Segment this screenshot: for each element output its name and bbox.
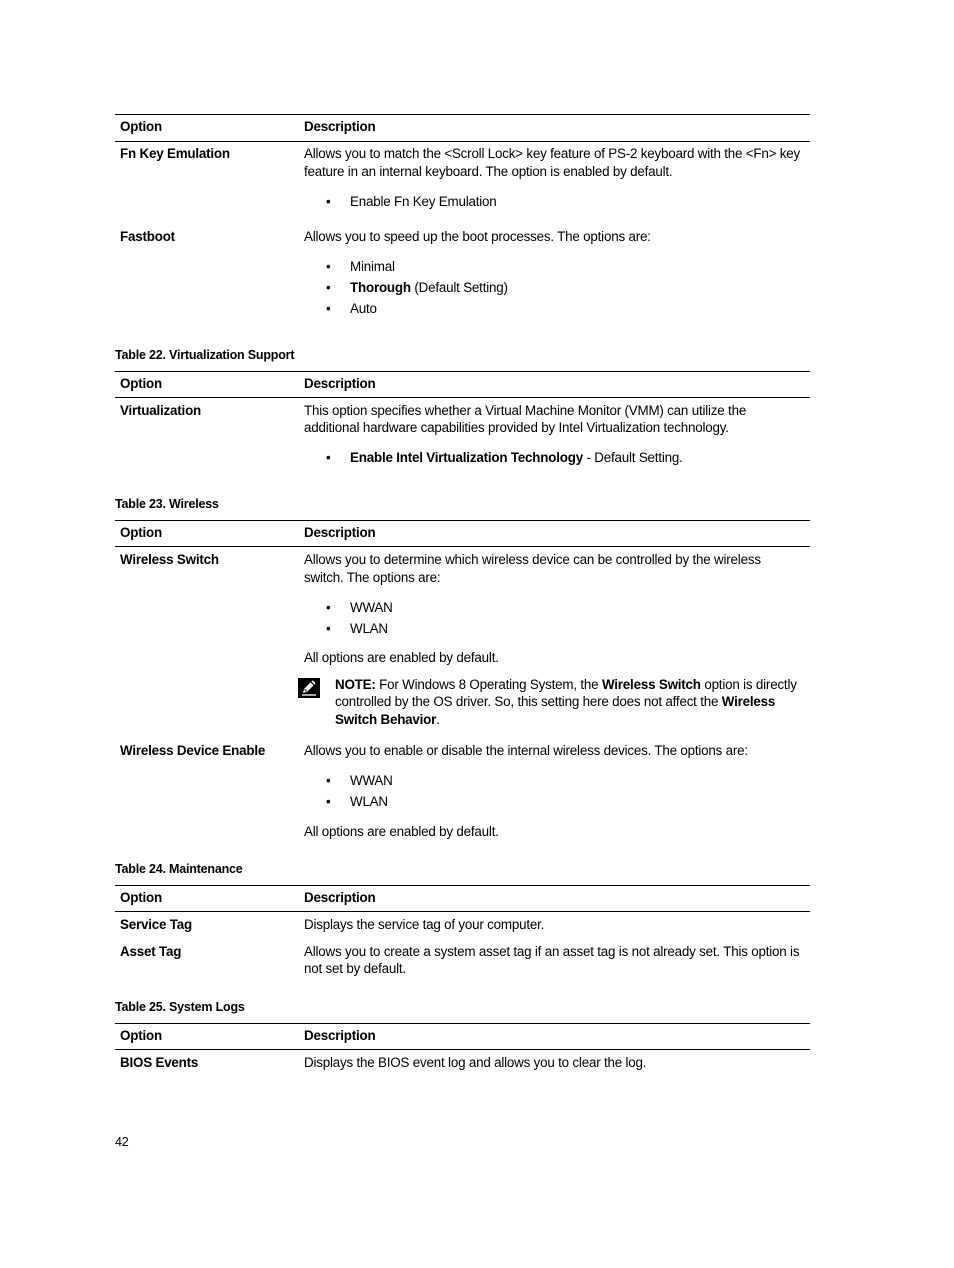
bullet-icon: •	[326, 280, 331, 295]
column-header-option: Option	[120, 525, 162, 540]
table-top-rule	[115, 885, 810, 886]
note-text: option is directly	[700, 677, 797, 692]
description-line: Allows you to enable or disable the internal wireless devices. The options are:	[304, 743, 748, 758]
note-bold-term: Wireless Switch	[601, 677, 701, 692]
note-text-line	[335, 676, 797, 694]
bullet-icon: •	[326, 194, 331, 209]
bullet-icon: •	[326, 301, 331, 316]
table-caption: Table 24. Maintenance	[115, 862, 243, 876]
description-line: not set by default.	[304, 961, 406, 976]
table-header-rule	[115, 141, 810, 142]
note-text: .	[436, 712, 440, 727]
bullet-item: WLAN	[350, 621, 388, 636]
option-fastboot: Fastboot	[120, 229, 175, 244]
table-header-rule	[115, 911, 810, 912]
column-header-option: Option	[120, 890, 162, 905]
option-wireless-switch: Wireless Switch	[120, 552, 219, 567]
bullet-icon: •	[326, 259, 331, 274]
description-line: Displays the service tag of your computer.	[304, 917, 545, 932]
description-line: Allows you to determine which wireless device can be controlled by the wireless	[304, 552, 761, 567]
table-top-rule	[115, 114, 810, 115]
bullet-item: WWAN	[350, 600, 393, 615]
column-header-option: Option	[120, 376, 162, 391]
description-line: Displays the BIOS event log and allows you to clear the log.	[304, 1055, 647, 1070]
description-line: Allows you to create a system asset tag if an asset tag is not already set. This option is	[304, 944, 800, 959]
table-header-rule	[115, 546, 810, 547]
bullet-item: Enable Fn Key Emulation	[350, 194, 497, 209]
option-wireless-device-enable: Wireless Device Enable	[120, 743, 266, 758]
note-text: controlled by the OS driver. So, this setting here does not affect the	[335, 694, 722, 709]
note-text-line	[335, 711, 440, 729]
option-service-tag: Service Tag	[120, 917, 192, 932]
bullet-item: Auto	[350, 301, 377, 316]
table-caption: Table 23. Wireless	[115, 497, 219, 511]
pencil-note-icon	[298, 678, 320, 698]
bullet-item	[350, 449, 683, 467]
column-header-description: Description	[304, 1028, 376, 1043]
column-header-option: Option	[120, 119, 162, 134]
note-label: NOTE:	[335, 677, 376, 692]
bullet-item	[350, 279, 508, 297]
bullet-icon: •	[326, 450, 331, 465]
table-caption: Table 25. System Logs	[115, 1000, 245, 1014]
table-top-rule	[115, 1023, 810, 1024]
option-asset-tag: Asset Tag	[120, 944, 182, 959]
bullet-icon: •	[326, 773, 331, 788]
bullet-suffix: - Default Setting.	[582, 450, 683, 465]
column-header-description: Description	[304, 525, 376, 540]
column-header-description: Description	[304, 376, 376, 391]
option-fn-key-emulation: Fn Key Emulation	[120, 146, 230, 161]
table-header-rule	[115, 1049, 810, 1050]
description-line: switch. The options are:	[304, 570, 441, 585]
note-bold-term: Wireless	[721, 694, 776, 709]
description-line: Allows you to speed up the boot processes. The options are:	[304, 229, 651, 244]
bullet-item: Minimal	[350, 259, 395, 274]
bullet-icon: •	[326, 600, 331, 615]
note-text: For Windows 8 Operating System, the	[375, 677, 602, 692]
description-line: additional hardware capabilities provided by Intel Virtualization technology.	[304, 420, 729, 435]
option-virtualization: Virtualization	[120, 403, 202, 418]
note-bold-term: Switch Behavior	[335, 712, 437, 727]
bullet-item: WWAN	[350, 773, 393, 788]
bullet-icon: •	[326, 794, 331, 809]
column-header-option: Option	[120, 1028, 162, 1043]
table-caption: Table 22. Virtualization Support	[115, 348, 295, 362]
note-text-line	[335, 693, 775, 711]
table-top-rule	[115, 371, 810, 372]
table-header-rule	[115, 397, 810, 398]
column-header-description: Description	[304, 119, 376, 134]
bullet-item: WLAN	[350, 794, 388, 809]
bullet-suffix: (Default Setting)	[410, 280, 508, 295]
description-line: All options are enabled by default.	[304, 650, 499, 665]
bullet-icon: •	[326, 621, 331, 636]
bullet-bold-term: Thorough	[350, 280, 411, 295]
description-line: feature in an internal keyboard. The option is enabled by default.	[304, 164, 673, 179]
option-bios-events: BIOS Events	[120, 1055, 199, 1070]
description-line: Allows you to match the <Scroll Lock> key feature of PS-2 keyboard with the <Fn> key	[304, 146, 801, 161]
column-header-description: Description	[304, 890, 376, 905]
page-number: 42	[115, 1135, 129, 1149]
description-line: This option specifies whether a Virtual Machine Monitor (VMM) can utilize the	[304, 403, 747, 418]
description-line: All options are enabled by default.	[304, 824, 499, 839]
table-top-rule	[115, 520, 810, 521]
bullet-bold-term: Enable Intel Virtualization Technology	[350, 450, 583, 465]
